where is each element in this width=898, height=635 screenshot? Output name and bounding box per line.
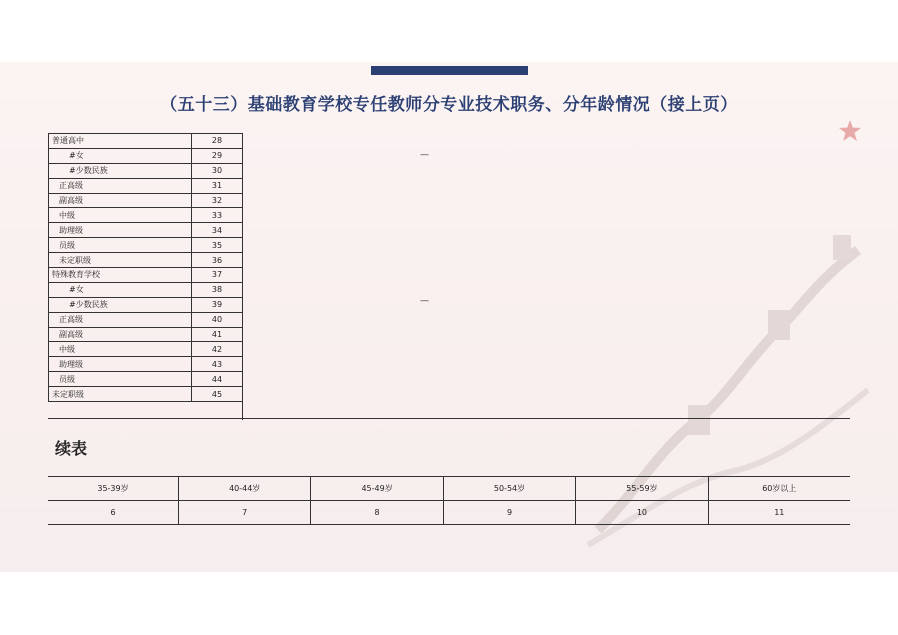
row-label: 未定职级 (49, 387, 192, 402)
empty-value-dash: — (420, 150, 429, 160)
continuation-heading: 续表 (55, 439, 88, 458)
table-row (49, 312, 243, 327)
row-number: 33 (192, 208, 243, 223)
table-row (49, 193, 243, 208)
table-row (49, 342, 243, 357)
row-label: 员级 (49, 372, 192, 387)
table-row (49, 327, 243, 342)
row-number: 39 (192, 297, 243, 312)
column-header: 55-59岁 (576, 477, 708, 501)
table-row (49, 372, 243, 387)
table-row (49, 387, 243, 402)
page-title: （五十三）基础教育学校专任教师分专业技术职务、分年龄情况（接上页） (160, 95, 738, 115)
row-number: 28 (192, 134, 243, 149)
row-number: 31 (192, 178, 243, 193)
row-number: 42 (192, 342, 243, 357)
table-row (49, 238, 243, 253)
column-header: 45-49岁 (311, 477, 443, 501)
row-number: 37 (192, 268, 243, 283)
continuation-table (48, 476, 850, 525)
table-row (49, 268, 243, 283)
table-row (49, 148, 243, 163)
table-row (49, 357, 243, 372)
row-label: 助理级 (49, 223, 192, 238)
table-row (49, 134, 243, 149)
column-header: 40-44岁 (178, 477, 310, 501)
table-row (49, 178, 243, 193)
row-number: 44 (192, 372, 243, 387)
row-number: 36 (192, 253, 243, 268)
row-label: 正高级 (49, 312, 192, 327)
star-icon (838, 119, 862, 143)
row-number: 45 (192, 387, 243, 402)
row-number: 32 (192, 193, 243, 208)
column-number: 9 (443, 501, 575, 525)
row-label: 正高级 (49, 178, 192, 193)
continuation-number-row (48, 501, 850, 525)
row-label: #少数民族 (49, 163, 192, 178)
row-number: 34 (192, 223, 243, 238)
row-label: 中级 (49, 208, 192, 223)
row-label: #少数民族 (49, 297, 192, 312)
column-header: 60岁以上 (708, 477, 850, 501)
column-number: 8 (311, 501, 443, 525)
row-label: #女 (49, 148, 192, 163)
table-right-border (242, 133, 243, 420)
column-number: 11 (708, 501, 850, 525)
row-number: 29 (192, 148, 243, 163)
title-accent-bar (371, 66, 528, 75)
table-row (49, 208, 243, 223)
row-label: 中级 (49, 342, 192, 357)
row-number: 41 (192, 327, 243, 342)
row-label: 助理级 (49, 357, 192, 372)
row-number: 35 (192, 238, 243, 253)
table-row (49, 163, 243, 178)
column-header: 35-39岁 (48, 477, 178, 501)
row-label: 副高级 (49, 327, 192, 342)
main-table (48, 133, 243, 402)
row-label: 员级 (49, 238, 192, 253)
row-label: 普通高中 (49, 134, 192, 149)
table-row (49, 282, 243, 297)
row-number: 40 (192, 312, 243, 327)
row-label: #女 (49, 282, 192, 297)
continuation-header-row (48, 477, 850, 501)
column-header: 50-54岁 (443, 477, 575, 501)
table-bottom-rule (48, 418, 850, 419)
table-row (49, 297, 243, 312)
row-number: 30 (192, 163, 243, 178)
row-number: 38 (192, 282, 243, 297)
column-number: 6 (48, 501, 178, 525)
row-label: 未定职级 (49, 253, 192, 268)
row-number: 43 (192, 357, 243, 372)
row-label: 副高级 (49, 193, 192, 208)
table-row (49, 253, 243, 268)
column-number: 7 (178, 501, 310, 525)
table-row (49, 223, 243, 238)
empty-value-dash: — (420, 296, 429, 306)
column-number: 10 (576, 501, 708, 525)
row-label: 特殊教育学校 (49, 268, 192, 283)
